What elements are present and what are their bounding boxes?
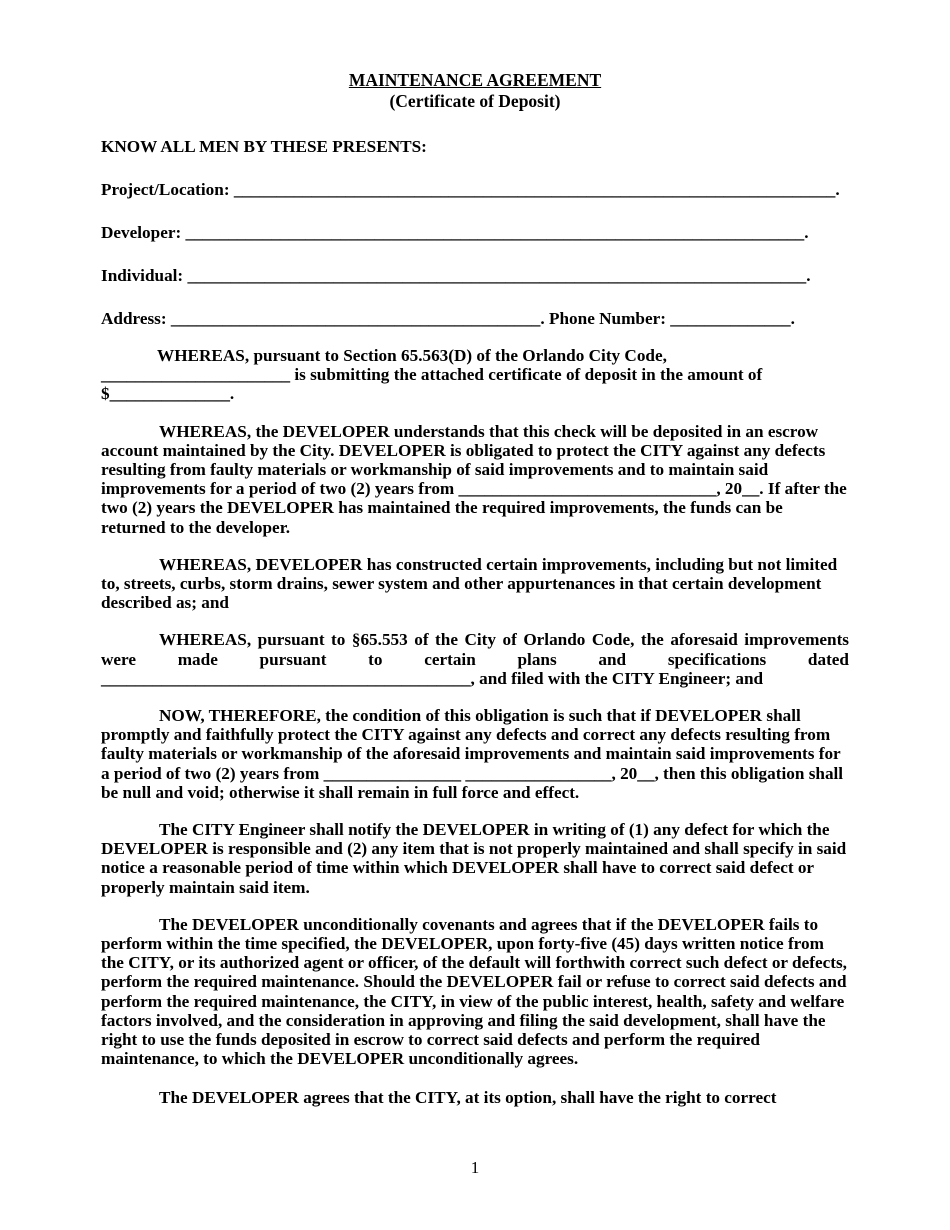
now-therefore-paragraph: NOW, THEREFORE, the condition of this obligation is such that if DEVELOPER shall promptly and faithfully protect the CITY against any defects and correct any defects resulting from faulty materials or workmanship of the aforesaid improvements and maintain said improvements for a period of two (2) years from ________________ _________________, 20__, then this obligation shall be null and void; otherwise it shall remain in full force and effect. (101, 706, 844, 802)
whereas-section-paragraph: WHEREAS, pursuant to Section 65.563(D) of the Orlando City Code, ______________________ is submitting the attached certificate of deposit in the amount of $______________. (101, 346, 763, 404)
developer-field: Developer: ________________________________________________________________________. (101, 223, 809, 242)
whereas-plans-paragraph: WHEREAS, pursuant to §65.553 of the City of Orlando Code, the aforesaid improvements were made pursuant to certain plans and specifications dated ___________________________________________, and filed with the CITY Engineer; and (101, 630, 849, 688)
document-body (101, 70, 849, 1107)
address-phone-field: Address: ___________________________________________. Phone Number: ______________. (101, 309, 795, 328)
city-engineer-paragraph: The CITY Engineer shall notify the DEVELOPER in writing of (1) any defect for which the DEVELOPER is responsible and (2) any item that is not properly maintained and shall specify in said notice a reasonable period of time within which DEVELOPER shall have to correct said defect or properly maintain said item. (101, 820, 847, 897)
document-subtitle: (Certificate of Deposit) (389, 91, 561, 111)
developer-agrees-paragraph: The DEVELOPER agrees that the CITY, at its option, shall have the right to correct (159, 1087, 777, 1107)
page-number: 1 (470, 1158, 480, 1177)
developer-covenants-paragraph: The DEVELOPER unconditionally covenants and agrees that if the DEVELOPER fails to perform within the time specified, the DEVELOPER, upon forty-five (45) days written notice from the CITY, or its authorized agent or officer, of the default will forthwith correct such defect or defects, perform the required maintenance. Should the DEVELOPER fail or refuse to correct said defects and perform the required maintenance, the CITY, in view of the public interest, health, safety and welfare factors involved, and the consideration in approving and filing the said development, shall have the right to use the funds deposited in escrow to correct said defects and perform the required maintenance, to which the DEVELOPER unconditionally agrees. (101, 914, 847, 1069)
individual-field: Individual: ________________________________________________________________________. (101, 266, 811, 285)
document-title: MAINTENANCE AGREEMENT (348, 70, 602, 90)
whereas-improvements-paragraph: WHEREAS, DEVELOPER has constructed certain improvements, including but not limited to, streets, curbs, storm drains, sewer system and other appurtenances in that certain development described as; and (101, 554, 838, 613)
whereas-escrow-paragraph: WHEREAS, the DEVELOPER understands that this check will be deposited in an escrow account maintained by the City. DEVELOPER is obligated to protect the CITY against any defects resulting from faulty materials or workmanship of said improvements and to maintain said improvements for a period of two (2) years from ______________________________, 20__. If after the two (2) years the DEVELOPER has maintained the required improvements, the funds can be returned to the developer. (101, 421, 847, 537)
intro-heading: KNOW ALL MEN BY THESE PRESENTS: (101, 137, 427, 156)
project-location-field: Project/Location: ______________________________________________________________________. (101, 180, 840, 199)
